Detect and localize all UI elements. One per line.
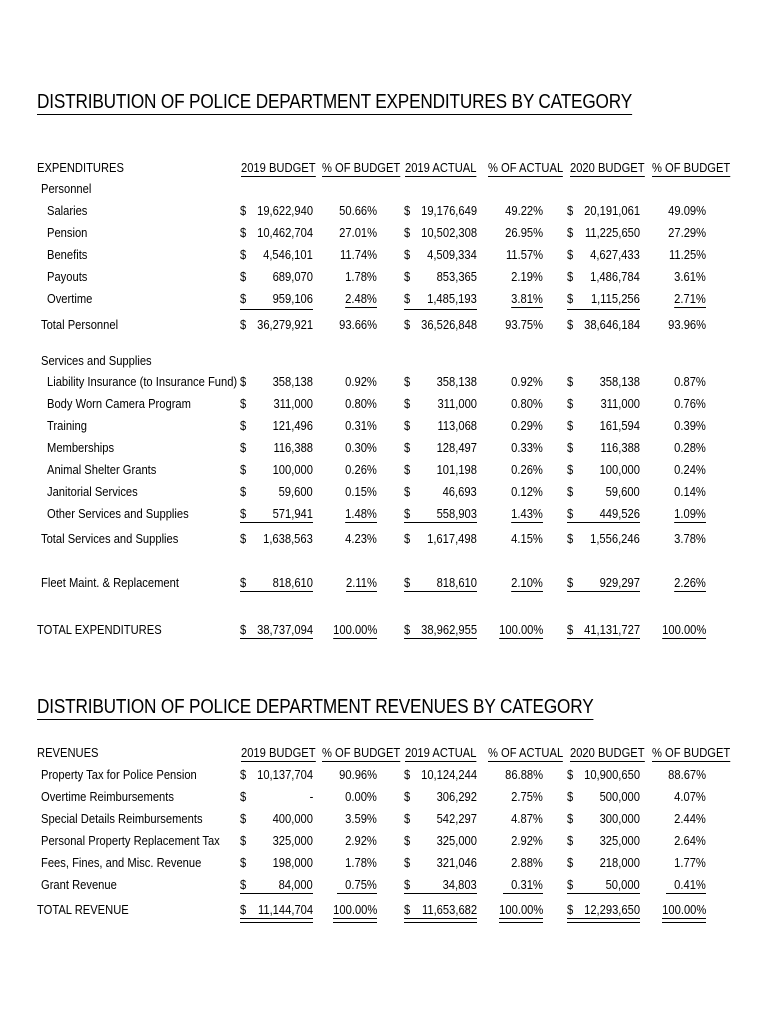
row-label: Benefits	[47, 247, 88, 262]
double-rule	[567, 918, 640, 923]
row-label: Property Tax for Police Pension	[41, 767, 197, 782]
percent-cell: 0.00%	[345, 789, 377, 804]
percent-cell: 3.81%	[511, 291, 543, 306]
rule	[567, 893, 640, 894]
amount-cell: 325,000	[599, 833, 640, 848]
dollar-sign: $	[567, 575, 574, 590]
dollar-sign: $	[404, 855, 411, 870]
rule	[240, 893, 313, 894]
rule	[240, 591, 313, 592]
percent-cell: 1.77%	[674, 855, 706, 870]
rule	[666, 893, 706, 894]
dollar-sign: $	[240, 203, 247, 218]
column-header: % OF ACTUAL	[488, 160, 564, 175]
row-label: Training	[47, 418, 87, 433]
rule	[503, 893, 543, 894]
amount-cell: 311,000	[273, 396, 313, 411]
amount-cell: 4,546,101	[263, 247, 313, 262]
category-heading: Services and Supplies	[41, 353, 152, 368]
percent-cell: 2.88%	[511, 855, 543, 870]
dollar-sign: $	[567, 418, 574, 433]
percent-cell: 50.66%	[339, 203, 377, 218]
percent-cell: 3.78%	[674, 531, 706, 546]
percent-cell: 93.66%	[339, 317, 377, 332]
percent-cell: 4.87%	[511, 811, 543, 826]
amount-cell: 59,600	[605, 484, 640, 499]
amount-cell: 358,138	[272, 374, 313, 389]
dollar-sign: $	[404, 622, 411, 637]
dollar-sign: $	[567, 767, 574, 782]
percent-cell: 0.26%	[511, 462, 543, 477]
amount-cell: 198,000	[272, 855, 313, 870]
percent-cell: 0.87%	[674, 374, 706, 389]
percent-cell: 26.95%	[505, 225, 543, 240]
column-header: % OF ACTUAL	[488, 745, 564, 760]
dollar-sign: $	[567, 291, 574, 306]
dollar-sign: $	[404, 767, 411, 782]
dollar-sign: $	[567, 203, 574, 218]
dollar-sign: $	[404, 462, 411, 477]
amount-cell: 449,526	[599, 506, 640, 521]
double-rule	[404, 918, 477, 923]
percent-cell: 0.24%	[674, 462, 706, 477]
amount-cell: 116,388	[600, 440, 640, 455]
percent-cell: 88.67%	[668, 767, 706, 782]
rule	[567, 638, 640, 639]
percent-cell: 0.80%	[511, 396, 543, 411]
rule	[404, 309, 477, 310]
amount-cell: 121,496	[272, 418, 313, 433]
percent-cell: 0.29%	[511, 418, 543, 433]
percent-cell: 86.88%	[505, 767, 543, 782]
dollar-sign: $	[567, 317, 574, 332]
percent-cell: 2.71%	[674, 291, 706, 306]
amount-cell: 11,144,704	[257, 902, 313, 917]
dollar-sign: $	[567, 269, 574, 284]
dollar-sign: $	[240, 811, 247, 826]
amount-cell: 84,000	[278, 877, 313, 892]
row-label: Janitorial Services	[47, 484, 138, 499]
rule	[404, 522, 477, 523]
percent-cell: 4.07%	[674, 789, 706, 804]
amount-cell: 818,610	[272, 575, 313, 590]
dollar-sign: $	[404, 484, 411, 499]
row-label: TOTAL REVENUE	[37, 902, 129, 917]
dollar-sign: $	[240, 767, 247, 782]
amount-cell: 1,617,498	[427, 531, 477, 546]
rule	[404, 893, 477, 894]
percent-cell: 49.09%	[668, 203, 706, 218]
dollar-sign: $	[240, 440, 247, 455]
row-label: Other Services and Supplies	[47, 506, 189, 521]
percent-cell: 0.75%	[345, 877, 377, 892]
dollar-sign: $	[240, 418, 247, 433]
percent-cell: 0.15%	[345, 484, 377, 499]
column-header: 2020 BUDGET	[570, 745, 645, 760]
percent-cell: 93.96%	[668, 317, 706, 332]
column-header: 2019 ACTUAL	[405, 160, 477, 175]
dollar-sign: $	[404, 833, 411, 848]
row-label: Overtime Reimbursements	[41, 789, 174, 804]
percent-cell: 27.29%	[668, 225, 706, 240]
amount-cell: 929,297	[599, 575, 640, 590]
row-label: TOTAL EXPENDITURES	[37, 622, 162, 637]
row-label: Fees, Fines, and Misc. Revenue	[41, 855, 202, 870]
percent-cell: 0.39%	[674, 418, 706, 433]
row-label: Animal Shelter Grants	[47, 462, 157, 477]
percent-cell: 0.92%	[345, 374, 377, 389]
amount-cell: 116,388	[273, 440, 313, 455]
dollar-sign: $	[404, 396, 411, 411]
amount-cell: 100,000	[599, 462, 640, 477]
percent-cell: 11.74%	[339, 247, 377, 262]
amount-cell: 500,000	[599, 789, 640, 804]
dollar-sign: $	[240, 506, 247, 521]
amount-cell: 36,526,848	[421, 317, 477, 332]
dollar-sign: $	[567, 877, 574, 892]
percent-cell: 2.64%	[674, 833, 706, 848]
dollar-sign: $	[404, 225, 411, 240]
percent-cell: 0.31%	[511, 877, 543, 892]
amount-cell: 4,509,334	[427, 247, 477, 262]
amount-cell: 571,941	[272, 506, 313, 521]
row-label: Total Services and Supplies	[41, 531, 179, 546]
rule	[337, 893, 377, 894]
dollar-sign: $	[567, 440, 574, 455]
column-header: 2020 BUDGET	[570, 160, 645, 175]
amount-cell: 11,653,682	[421, 902, 477, 917]
double-rule	[333, 918, 377, 923]
percent-cell: 0.80%	[345, 396, 377, 411]
percent-cell: 0.33%	[511, 440, 543, 455]
dollar-sign: $	[404, 877, 411, 892]
row-label: Salaries	[47, 203, 88, 218]
percent-cell: 2.92%	[511, 833, 543, 848]
dollar-sign: $	[404, 531, 411, 546]
percent-cell: 2.26%	[674, 575, 706, 590]
amount-cell: 358,138	[436, 374, 477, 389]
row-label: Personal Property Replacement Tax	[41, 833, 220, 848]
percent-cell: 100.00%	[661, 902, 706, 917]
percent-cell: 100.00%	[332, 622, 377, 637]
percent-cell: 1.43%	[511, 506, 543, 521]
dollar-sign: $	[404, 418, 411, 433]
dollar-sign: $	[567, 225, 574, 240]
dollar-sign: $	[240, 317, 247, 332]
amount-cell: 36,279,921	[257, 317, 313, 332]
percent-cell: 2.75%	[511, 789, 543, 804]
rule	[567, 522, 640, 523]
amount-cell: 321,046	[436, 855, 477, 870]
amount-cell: 10,502,308	[421, 225, 477, 240]
amount-cell: 1,485,193	[427, 291, 477, 306]
dollar-sign: $	[404, 789, 411, 804]
dollar-sign: $	[567, 247, 574, 262]
percent-cell: 100.00%	[498, 622, 543, 637]
amount-cell: 400,000	[272, 811, 313, 826]
dollar-sign: $	[567, 374, 574, 389]
dollar-sign: $	[240, 269, 247, 284]
percent-cell: 2.92%	[345, 833, 377, 848]
dollar-sign: $	[404, 902, 411, 917]
amount-cell: 34,803	[442, 877, 477, 892]
dollar-sign: $	[567, 789, 574, 804]
percent-cell: 0.31%	[345, 418, 377, 433]
amount-cell: 10,900,650	[584, 767, 640, 782]
amount-cell: 41,131,727	[584, 622, 640, 637]
dollar-sign: $	[567, 531, 574, 546]
percent-cell: 0.26%	[345, 462, 377, 477]
percent-cell: 2.48%	[345, 291, 377, 306]
dollar-sign: $	[240, 225, 247, 240]
dollar-sign: $	[404, 269, 411, 284]
amount-cell: 38,962,955	[421, 622, 477, 637]
dollar-sign: $	[567, 396, 574, 411]
percent-cell: 0.30%	[345, 440, 377, 455]
amount-cell: 358,138	[599, 374, 640, 389]
percent-cell: 2.44%	[674, 811, 706, 826]
double-rule	[662, 918, 706, 923]
rule	[240, 522, 313, 523]
amount-cell: -	[309, 789, 313, 804]
dollar-sign: $	[404, 440, 411, 455]
amount-cell: 959,106	[272, 291, 313, 306]
column-header: 2019 BUDGET	[241, 745, 316, 760]
row-label: Payouts	[47, 269, 88, 284]
dollar-sign: $	[240, 396, 247, 411]
percent-cell: 49.22%	[505, 203, 543, 218]
percent-cell: 11.25%	[668, 247, 706, 262]
percent-cell: 90.96%	[339, 767, 377, 782]
amount-cell: 818,610	[436, 575, 477, 590]
dollar-sign: $	[567, 811, 574, 826]
amount-cell: 46,693	[442, 484, 477, 499]
amount-cell: 38,646,184	[584, 317, 640, 332]
amount-cell: 19,622,940	[257, 203, 313, 218]
dollar-sign: $	[240, 877, 247, 892]
amount-cell: 1,638,563	[263, 531, 313, 546]
dollar-sign: $	[404, 291, 411, 306]
section-label: REVENUES	[37, 745, 99, 760]
amount-cell: 853,365	[436, 269, 477, 284]
amount-cell: 59,600	[278, 484, 313, 499]
row-label: Overtime	[47, 291, 93, 306]
dollar-sign: $	[240, 374, 247, 389]
percent-cell: 93.75%	[505, 317, 543, 332]
amount-cell: 1,115,256	[591, 291, 640, 306]
dollar-sign: $	[240, 575, 247, 590]
amount-cell: 20,191,061	[584, 203, 640, 218]
column-header: % OF BUDGET	[652, 745, 731, 760]
dollar-sign: $	[240, 902, 247, 917]
rule	[404, 638, 477, 639]
dollar-sign: $	[240, 462, 247, 477]
amount-cell: 218,000	[599, 855, 640, 870]
percent-cell: 100.00%	[661, 622, 706, 637]
amount-cell: 4,627,433	[590, 247, 640, 262]
amount-cell: 50,000	[605, 877, 640, 892]
percent-cell: 2.10%	[511, 575, 543, 590]
row-label: Body Worn Camera Program	[47, 396, 191, 411]
amount-cell: 311,000	[437, 396, 477, 411]
column-header: 2019 ACTUAL	[405, 745, 477, 760]
amount-cell: 11,225,650	[584, 225, 640, 240]
amount-cell: 325,000	[436, 833, 477, 848]
dollar-sign: $	[240, 247, 247, 262]
column-header: % OF BUDGET	[322, 160, 401, 175]
row-label: Grant Revenue	[41, 877, 117, 892]
row-label: Pension	[47, 225, 88, 240]
amount-cell: 128,497	[436, 440, 477, 455]
percent-cell: 1.78%	[345, 855, 377, 870]
revenues-title: DISTRIBUTION OF POLICE DEPARTMENT REVENUES BY CATEGORY	[37, 696, 594, 718]
dollar-sign: $	[240, 531, 247, 546]
percent-cell: 100.00%	[332, 902, 377, 917]
percent-cell: 1.78%	[345, 269, 377, 284]
amount-cell: 12,293,650	[584, 902, 640, 917]
column-header: 2019 BUDGET	[241, 160, 316, 175]
row-label: Fleet Maint. & Replacement	[41, 575, 179, 590]
amount-cell: 101,198	[436, 462, 477, 477]
dollar-sign: $	[240, 789, 247, 804]
percent-cell: 0.92%	[511, 374, 543, 389]
dollar-sign: $	[404, 203, 411, 218]
row-label: Liability Insurance (to Insurance Fund)	[47, 374, 238, 389]
category-heading: Personnel	[41, 181, 92, 196]
percent-cell: 3.59%	[345, 811, 377, 826]
percent-cell: 11.57%	[505, 247, 543, 262]
row-label: Special Details Reimbursements	[41, 811, 203, 826]
column-header: % OF BUDGET	[322, 745, 401, 760]
amount-cell: 100,000	[272, 462, 313, 477]
dollar-sign: $	[404, 811, 411, 826]
amount-cell: 558,903	[436, 506, 477, 521]
expenditures-title: DISTRIBUTION OF POLICE DEPARTMENT EXPENDITURES BY CATEGORY	[37, 91, 632, 113]
dollar-sign: $	[240, 833, 247, 848]
percent-cell: 0.28%	[674, 440, 706, 455]
amount-cell: 1,486,784	[590, 269, 640, 284]
percent-cell: 0.12%	[511, 484, 543, 499]
percent-cell: 0.41%	[674, 877, 706, 892]
dollar-sign: $	[567, 462, 574, 477]
percent-cell: 3.61%	[674, 269, 706, 284]
section-label: EXPENDITURES	[37, 160, 124, 175]
dollar-sign: $	[240, 622, 247, 637]
dollar-sign: $	[240, 484, 247, 499]
dollar-sign: $	[567, 622, 574, 637]
double-rule	[240, 918, 313, 923]
rule	[567, 591, 640, 592]
double-rule	[499, 918, 543, 923]
amount-cell: 113,068	[437, 418, 477, 433]
rule	[240, 638, 313, 639]
percent-cell: 2.19%	[511, 269, 543, 284]
dollar-sign: $	[404, 374, 411, 389]
dollar-sign: $	[404, 247, 411, 262]
amount-cell: 325,000	[272, 833, 313, 848]
row-label: Total Personnel	[41, 317, 119, 332]
rule	[404, 591, 477, 592]
dollar-sign: $	[404, 575, 411, 590]
dollar-sign: $	[567, 902, 574, 917]
dollar-sign: $	[567, 833, 574, 848]
amount-cell: 1,556,246	[590, 531, 640, 546]
row-label: Memberships	[47, 440, 115, 455]
rule	[567, 309, 640, 310]
amount-cell: 19,176,649	[421, 203, 477, 218]
percent-cell: 100.00%	[498, 902, 543, 917]
amount-cell: 689,070	[272, 269, 313, 284]
amount-cell: 38,737,094	[257, 622, 313, 637]
amount-cell: 10,124,244	[421, 767, 477, 782]
dollar-sign: $	[404, 506, 411, 521]
dollar-sign: $	[567, 855, 574, 870]
dollar-sign: $	[240, 855, 247, 870]
dollar-sign: $	[240, 291, 247, 306]
percent-cell: 0.14%	[674, 484, 706, 499]
percent-cell: 1.48%	[345, 506, 377, 521]
percent-cell: 1.09%	[674, 506, 706, 521]
percent-cell: 0.76%	[674, 396, 706, 411]
amount-cell: 311,000	[600, 396, 640, 411]
column-header: % OF BUDGET	[652, 160, 731, 175]
percent-cell: 2.11%	[346, 575, 377, 590]
percent-cell: 4.23%	[345, 531, 377, 546]
percent-cell: 27.01%	[339, 225, 377, 240]
amount-cell: 542,297	[436, 811, 477, 826]
amount-cell: 300,000	[599, 811, 640, 826]
dollar-sign: $	[567, 506, 574, 521]
dollar-sign: $	[567, 484, 574, 499]
rule	[240, 309, 313, 310]
dollar-sign: $	[404, 317, 411, 332]
amount-cell: 10,462,704	[257, 225, 313, 240]
amount-cell: 161,594	[599, 418, 640, 433]
percent-cell: 4.15%	[511, 531, 543, 546]
amount-cell: 306,292	[436, 789, 477, 804]
amount-cell: 10,137,704	[257, 767, 313, 782]
